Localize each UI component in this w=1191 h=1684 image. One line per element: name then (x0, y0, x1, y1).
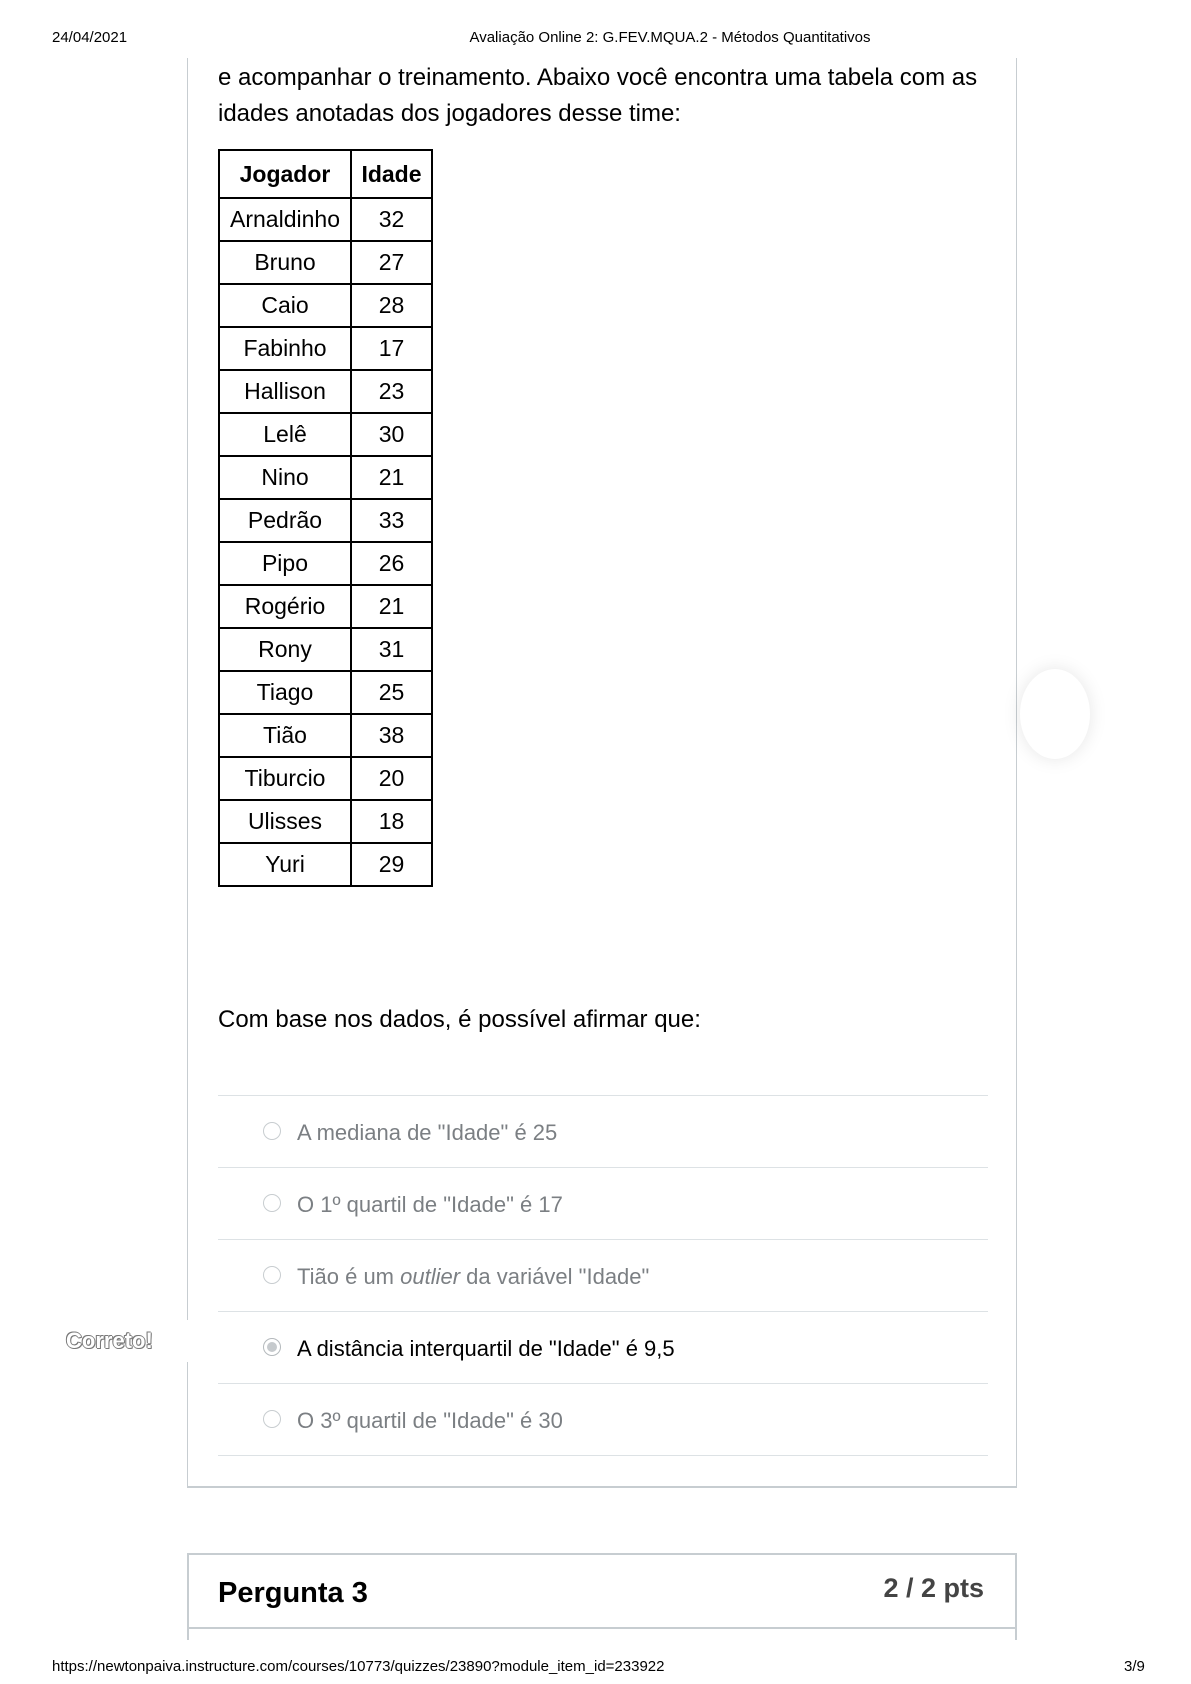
radio-button[interactable] (263, 1410, 281, 1428)
player-name: Lelê (219, 413, 351, 456)
table-row (219, 714, 432, 757)
table-row (219, 671, 432, 714)
question-intro: e acompanhar o treinamento. Abaixo você encontra uma tabela com as idades anotadas dos jogadores desse time: (218, 64, 978, 127)
table-row (219, 456, 432, 499)
player-age: 32 (351, 198, 432, 241)
correct-marker-gap (185, 1320, 191, 1362)
floating-bubble[interactable] (1020, 669, 1090, 759)
answer-list (218, 1095, 988, 1456)
player-name: Nino (219, 456, 351, 499)
print-page-number: 3/9 (1124, 1658, 1145, 1675)
player-age: 28 (351, 284, 432, 327)
table-row (219, 499, 432, 542)
answer-label: A mediana de "Idade" é 25 (297, 1120, 558, 1145)
player-name: Pipo (219, 542, 351, 585)
ages-table (218, 149, 433, 887)
player-name: Hallison (219, 370, 351, 413)
player-age: 33 (351, 499, 432, 542)
player-name: Fabinho (219, 327, 351, 370)
radio-button[interactable] (263, 1194, 281, 1212)
table-row (219, 198, 432, 241)
player-name: Yuri (219, 843, 351, 886)
answer-option[interactable] (218, 1167, 988, 1239)
question-prompt: Com base nos dados, é possível afirmar que: (218, 1006, 701, 1033)
table-row (219, 628, 432, 671)
print-url: https://newtonpaiva.instructure.com/courses/10773/quizzes/23890?module_item_id=233922 (52, 1658, 665, 1675)
player-name: Caio (219, 284, 351, 327)
table-row (219, 327, 432, 370)
answer-option[interactable] (218, 1383, 988, 1455)
player-age: 26 (351, 542, 432, 585)
player-age: 30 (351, 413, 432, 456)
answer-label: O 1º quartil de "Idade" é 17 (297, 1192, 563, 1217)
player-name: Ulisses (219, 800, 351, 843)
player-name: Tião (219, 714, 351, 757)
player-name: Tiburcio (219, 757, 351, 800)
table-row (219, 800, 432, 843)
answer-list-divider (218, 1455, 988, 1456)
player-name: Pedrão (219, 499, 351, 542)
player-age: 17 (351, 327, 432, 370)
player-age: 27 (351, 241, 432, 284)
player-age: 38 (351, 714, 432, 757)
answer-option[interactable] (218, 1239, 988, 1311)
table-row (219, 757, 432, 800)
print-title: Avaliação Online 2: G.FEV.MQUA.2 - Métodos Quantitativos (469, 29, 871, 46)
answer-option-selected[interactable] (218, 1311, 988, 1383)
player-name: Arnaldinho (219, 198, 351, 241)
player-age: 23 (351, 370, 432, 413)
player-age: 20 (351, 757, 432, 800)
player-age: 29 (351, 843, 432, 886)
player-age: 18 (351, 800, 432, 843)
table-row (219, 843, 432, 886)
table-header-player: Jogador (219, 150, 351, 198)
next-question-title: Pergunta 3 (218, 1577, 368, 1609)
table-row (219, 413, 432, 456)
table-row (219, 284, 432, 327)
table-row (219, 370, 432, 413)
table-row (219, 241, 432, 284)
answer-label: O 3º quartil de "Idade" é 30 (297, 1408, 563, 1433)
answer-option[interactable] (218, 1095, 988, 1167)
next-question-points: 2 / 2 pts (883, 1573, 984, 1603)
table-row (219, 585, 432, 628)
radio-button[interactable] (263, 1266, 281, 1284)
player-name: Tiago (219, 671, 351, 714)
correct-label: Correto! (66, 1328, 153, 1353)
print-date: 24/04/2021 (52, 29, 128, 46)
player-age: 21 (351, 456, 432, 499)
next-question-header (189, 1555, 1015, 1629)
player-age: 25 (351, 671, 432, 714)
player-name: Rogério (219, 585, 351, 628)
table-row (219, 542, 432, 585)
answer-label: A distância interquartil de "Idade" é 9,5 (297, 1336, 675, 1361)
radio-button-checked[interactable] (263, 1338, 281, 1356)
answer-label: Tião é um outlier da variável "Idade" (297, 1264, 650, 1289)
player-name: Rony (219, 628, 351, 671)
player-name: Bruno (219, 241, 351, 284)
answer-emphasis: outlier (400, 1264, 461, 1289)
radio-button[interactable] (263, 1122, 281, 1140)
player-age: 31 (351, 628, 432, 671)
table-header-age: Idade (351, 150, 432, 198)
player-age: 21 (351, 585, 432, 628)
